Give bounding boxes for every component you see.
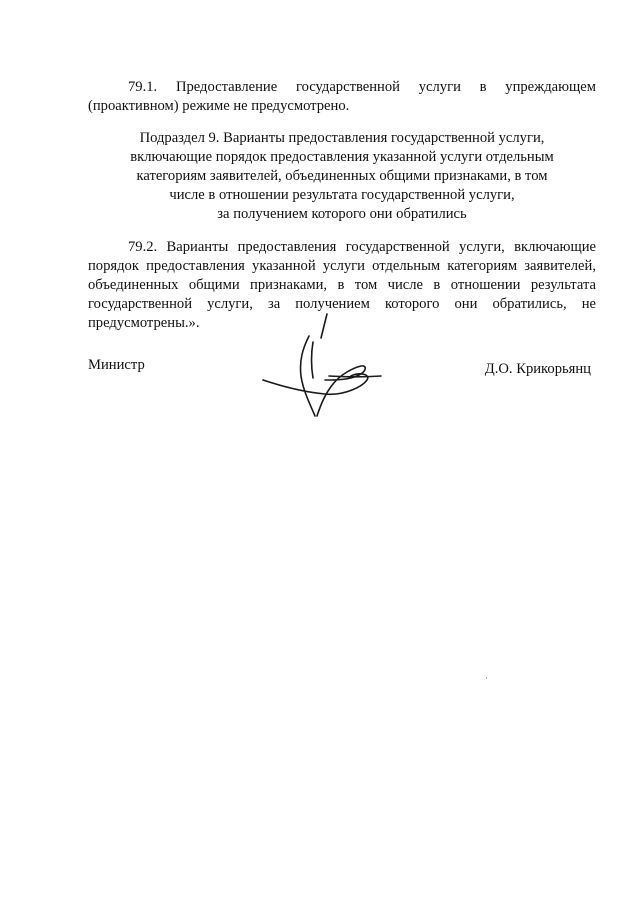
subsection-heading-line-4: числе в отношении результата государственной услуги,: [169, 187, 515, 203]
subsection-heading: [120, 129, 564, 224]
signatory-position: Министр: [88, 357, 145, 373]
subsection-heading-line-2: включающие порядок предоставления указанной услуги отдельным: [130, 149, 554, 165]
subsection-heading-line-3: категориям заявителей, объединенных общими признаками, в том: [136, 168, 548, 184]
handwritten-signature: [255, 308, 385, 426]
signatory-name: Д.О. Крикорьянц: [484, 361, 591, 377]
paragraph-79-2: 79.2. Варианты предоставления государственной услуги, включающие порядок предоставления указанной услуги отдельным категориям заявителей, объединенных общими признаками, в том числе в отношении результата государственной услуги, за получением которого они обратились, не предусмотрены.».: [88, 239, 596, 331]
subsection-heading-line-1: Подраздел 9. Варианты предоставления государственной услуги,: [139, 130, 545, 146]
scan-speck: [486, 677, 487, 679]
paragraph-79-1: 79.1. Предоставление государственной услуги в упреждающем (проактивном) режиме не предусмотрено.: [88, 79, 596, 114]
subsection-heading-line-5: за получением которого они обратились: [217, 206, 467, 222]
